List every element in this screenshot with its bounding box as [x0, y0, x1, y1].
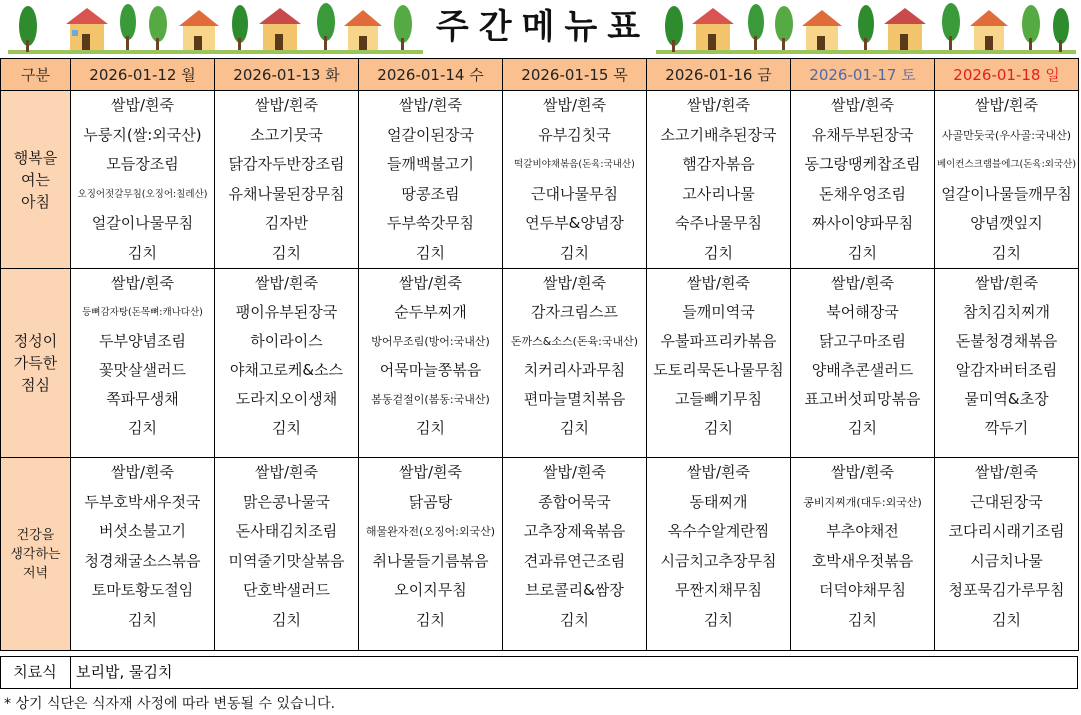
menu-item: 돈까스&소스(돈육:국내산): [510, 335, 639, 348]
menu-item: 닭곰탕: [408, 492, 453, 511]
menu-item: 쌀밥/흰죽: [830, 463, 894, 481]
menu-item: 누룽지(쌀:외국산): [83, 125, 202, 144]
day-header-tue: 2026-01-13 화: [215, 59, 359, 91]
breakfast-menu-cell: [71, 91, 215, 269]
menu-item: 알감자버터조림: [955, 361, 1058, 379]
menu-item: 단호박샐러드: [243, 581, 330, 599]
menu-item: 쌀밥/흰죽: [542, 96, 606, 114]
menu-item: 김치: [416, 243, 445, 262]
menu-item: 쌀밥/흰죽: [254, 463, 318, 481]
menu-item: 참치김치찌개: [963, 303, 1050, 321]
menu-item: 돈채우엉조림: [819, 184, 906, 203]
menu-item: 김치: [272, 243, 301, 262]
menu-item: 사골만둣국(우사골:국내산): [941, 128, 1072, 142]
menu-item: 돈불청경채볶음: [955, 332, 1058, 350]
menu-item: 쌀밥/흰죽: [110, 96, 174, 114]
menu-item: 무짠지채무침: [675, 581, 762, 599]
menu-item: 깍두기: [984, 419, 1029, 437]
menu-item: 취나물들기름볶음: [372, 551, 489, 570]
menu-item: 쌀밥/흰죽: [254, 96, 318, 114]
dinner-menu-cell: [647, 458, 791, 651]
breakfast-menu-cell: [935, 91, 1079, 269]
menu-item: 쌀밥/흰죽: [110, 463, 174, 481]
menu-item: 쌀밥/흰죽: [398, 463, 462, 481]
menu-item: 방어무조림(방어:국내산): [371, 335, 490, 348]
menu-item: 고사리나물: [682, 184, 755, 203]
meal-label-line: 건강을: [16, 527, 55, 543]
breakfast-menu-cell: [503, 91, 647, 269]
menu-item: 쌀밥/흰죽: [686, 274, 750, 292]
dinner-label: [1, 458, 71, 651]
menu-item: 버섯소불고기: [99, 522, 186, 540]
lunch-menu-cell: [935, 269, 1079, 458]
menu-item: 해물완자전(오징어:외국산): [365, 525, 496, 538]
menu-item: 토마토황도절임: [91, 581, 194, 599]
meal-label-line: 행복을: [13, 148, 58, 167]
menu-item: 근대나물무침: [531, 184, 618, 203]
menu-item: 베이컨스크램블에그(돈육:외국산): [936, 159, 1077, 170]
lunch-menu-cell: [791, 269, 935, 458]
trees-houses-decoration-left: [8, 0, 423, 56]
menu-item: 종합어묵국: [538, 492, 611, 511]
lunch-menu-cell: [215, 269, 359, 458]
menu-item: 김치: [704, 610, 733, 629]
dinner-menu-cell: [359, 458, 503, 651]
dinner-menu-cell: [503, 458, 647, 651]
menu-item: 김치: [272, 419, 301, 437]
page-title: 주간메뉴표: [435, 7, 651, 47]
menu-item: 쌀밥/흰죽: [542, 463, 606, 481]
menu-item: 숙주나물무침: [675, 214, 762, 232]
menu-item: 견과류연근조림: [523, 551, 626, 570]
menu-item: 김치: [416, 610, 445, 629]
menu-item: 유부김칫국: [538, 125, 611, 144]
menu-item: 쌀밥/흰죽: [830, 96, 894, 114]
menu-item: 쌀밥/흰죽: [974, 274, 1038, 292]
menu-item: 꽃맛살샐러드: [99, 361, 186, 379]
menu-item: 쌀밥/흰죽: [830, 274, 894, 292]
menu-item: 김치: [416, 419, 445, 437]
menu-item: 등뼈감자탕(돈목뼈:캐나다산): [82, 307, 203, 318]
menu-item: 쪽파무생채: [106, 390, 179, 408]
menu-item: 김자반: [264, 214, 309, 232]
menu-item: 팽이유부된장국: [235, 303, 338, 321]
menu-item: 닭감자두반장조림: [228, 155, 345, 173]
menu-item: 더덕야채무침: [819, 581, 906, 599]
menu-item: 땅콩조림: [401, 184, 460, 203]
menu-item: 쌀밥/흰죽: [398, 96, 462, 114]
therapeutic-diet-label: 치료식: [13, 663, 57, 681]
menu-item: 봄동겉절이(봄동:국내산): [371, 393, 490, 406]
menu-item: 유채두부된장국: [811, 125, 914, 144]
meal-label-line: 가득한: [13, 354, 58, 372]
header-row: [1, 59, 1079, 91]
menu-item: 김치: [848, 610, 877, 629]
menu-item: 김치: [992, 243, 1021, 262]
menu-item: 햄감자볶음: [682, 155, 755, 173]
menu-item: 김치: [128, 610, 157, 629]
menu-item: 김치: [704, 419, 733, 437]
dinner-menu-cell: [215, 458, 359, 651]
menu-item: 하이라이스: [250, 332, 323, 350]
menu-item: 맑은콩나물국: [243, 492, 330, 511]
menu-item: 물미역&초장: [964, 390, 1049, 408]
menu-item: 미역줄기맛살볶음: [228, 551, 345, 570]
menu-item: 치커리사과무침: [523, 361, 626, 379]
menu-item: 코다리시래기조림: [948, 522, 1065, 540]
menu-item: 얼갈이나물들깨무침: [941, 184, 1072, 203]
menu-item: 쌀밥/흰죽: [974, 463, 1038, 481]
dinner-menu-cell: [791, 458, 935, 651]
menu-item: 두부양념조림: [99, 332, 186, 350]
breakfast-menu-cell: [647, 91, 791, 269]
trees-houses-decoration-right: [656, 0, 1076, 56]
day-header-thu: 2026-01-15 목: [503, 59, 647, 91]
menu-footnote: * 상기 식단은 식자재 사정에 따라 변동될 수 있습니다.: [4, 696, 336, 712]
menu-item: 쌀밥/흰죽: [110, 274, 174, 292]
menu-item: 유채나물된장무침: [228, 184, 345, 203]
day-header-fri: 2026-01-16 금: [647, 59, 791, 91]
menu-item: 양념깻잎지: [970, 214, 1043, 232]
menu-item: 오이지무침: [394, 581, 467, 599]
dinner-menu-cell: [71, 458, 215, 651]
page-header: [0, 0, 1081, 58]
menu-item: 두부호박새우젓국: [84, 492, 201, 511]
menu-item: 김치: [848, 243, 877, 262]
menu-item: 시금치고추장무침: [660, 551, 777, 570]
lunch-label: [1, 269, 71, 458]
menu-item: 북어해장국: [826, 303, 899, 321]
menu-item: 콩비지찌개(대두:외국산): [803, 495, 922, 509]
menu-item: 소고기뭇국: [250, 125, 323, 144]
menu-item: 들깨미역국: [682, 303, 755, 321]
menu-item: 편마늘멸치볶음: [523, 390, 626, 408]
day-header-sat: 2026-01-17 토: [791, 59, 935, 91]
menu-item: 얼갈이된장국: [387, 125, 474, 144]
lunch-menu-cell: [647, 269, 791, 458]
menu-item: 고들빼기무침: [675, 390, 762, 408]
menu-item: 두부쑥갓무침: [387, 214, 474, 232]
dinner-menu-cell: [935, 458, 1079, 651]
lunch-menu-cell: [359, 269, 503, 458]
day-header-wed: 2026-01-14 수: [359, 59, 503, 91]
meal-label-line: 여는: [21, 170, 50, 189]
breakfast-menu-cell: [215, 91, 359, 269]
menu-item: 김치: [560, 610, 589, 629]
menu-item: 양배추콘샐러드: [811, 361, 914, 379]
menu-item: 짜사이양파무침: [811, 214, 914, 232]
menu-item: 시금치나물: [970, 551, 1043, 570]
meal-label-line: 정성이: [13, 332, 58, 350]
menu-item: 들깨백불고기: [387, 155, 474, 173]
menu-item: 김치: [128, 419, 157, 437]
meal-label-line: 점심: [21, 376, 50, 394]
meal-label-line: 생각하는: [10, 546, 61, 562]
therapeutic-divider: [70, 656, 71, 689]
day-header-mon: 2026-01-12 월: [71, 59, 215, 91]
meal-label-line: 아침: [21, 192, 50, 211]
breakfast-row: [1, 91, 1079, 269]
menu-item: 브로콜리&쌈장: [525, 581, 624, 599]
weekly-menu-table: [0, 58, 1079, 651]
menu-item: 도토리묵돈나물무침: [653, 361, 784, 379]
breakfast-menu-cell: [359, 91, 503, 269]
menu-item: 청포묵김가루무침: [948, 581, 1065, 599]
menu-item: 감자크림스프: [531, 303, 618, 321]
menu-item: 김치: [560, 419, 589, 437]
menu-item: 돈사태김치조림: [235, 522, 338, 540]
menu-item: 김치: [272, 610, 301, 629]
menu-item: 동그랑땡케찹조림: [804, 155, 921, 173]
menu-item: 소고기배추된장국: [660, 125, 777, 144]
menu-item: 호박새우젓볶음: [811, 551, 914, 570]
day-header-sun: 2026-01-18 일: [935, 59, 1079, 91]
menu-item: 동태찌개: [689, 492, 748, 511]
menu-item: 쌀밥/흰죽: [254, 274, 318, 292]
menu-item: 야채고로케&소스: [229, 361, 344, 379]
menu-item: 우불파프리카볶음: [660, 332, 777, 350]
breakfast-menu-cell: [791, 91, 935, 269]
menu-item: 쌀밥/흰죽: [686, 96, 750, 114]
menu-item: 닭고구마조림: [819, 332, 906, 350]
menu-item: 부추야채전: [826, 522, 899, 540]
menu-item: 옥수수알계란찜: [667, 522, 770, 540]
menu-item: 떡갈비야채볶음(돈육:국내산): [514, 159, 635, 170]
menu-item: 쌀밥/흰죽: [542, 274, 606, 292]
therapeutic-diet-value: 보리밥, 물김치: [76, 663, 173, 681]
menu-item: 쌀밥/흰죽: [974, 96, 1038, 114]
menu-item: 고추장제육볶음: [523, 522, 626, 540]
menu-item: 쌀밥/흰죽: [398, 274, 462, 292]
dinner-row: [1, 458, 1079, 651]
menu-item: 모듬장조림: [106, 155, 179, 173]
menu-item: 얼갈이나물무침: [91, 214, 194, 232]
menu-item: 청경채굴소스볶음: [84, 551, 201, 570]
menu-item: 표고버섯피망볶음: [804, 390, 921, 408]
breakfast-label: [1, 91, 71, 269]
menu-item: 순두부찌개: [394, 303, 467, 321]
lunch-row: [1, 269, 1079, 458]
menu-item: 김치: [992, 610, 1021, 629]
category-header: 구분: [1, 59, 71, 91]
menu-item: 김치: [560, 243, 589, 262]
lunch-menu-cell: [71, 269, 215, 458]
menu-item: 연두부&양념장: [525, 214, 624, 232]
menu-item: 도라지오이생채: [235, 390, 338, 408]
menu-item: 근대된장국: [970, 492, 1043, 511]
lunch-menu-cell: [503, 269, 647, 458]
menu-item: 김치: [704, 243, 733, 262]
menu-item: 김치: [128, 243, 157, 262]
menu-item: 오징어젓갈무침(오징어:칠레산): [77, 188, 208, 200]
menu-item: 어묵마늘쫑볶음: [379, 361, 482, 379]
menu-item: 김치: [848, 419, 877, 437]
meal-label-line: 저녁: [22, 565, 49, 581]
menu-item: 쌀밥/흰죽: [686, 463, 750, 481]
